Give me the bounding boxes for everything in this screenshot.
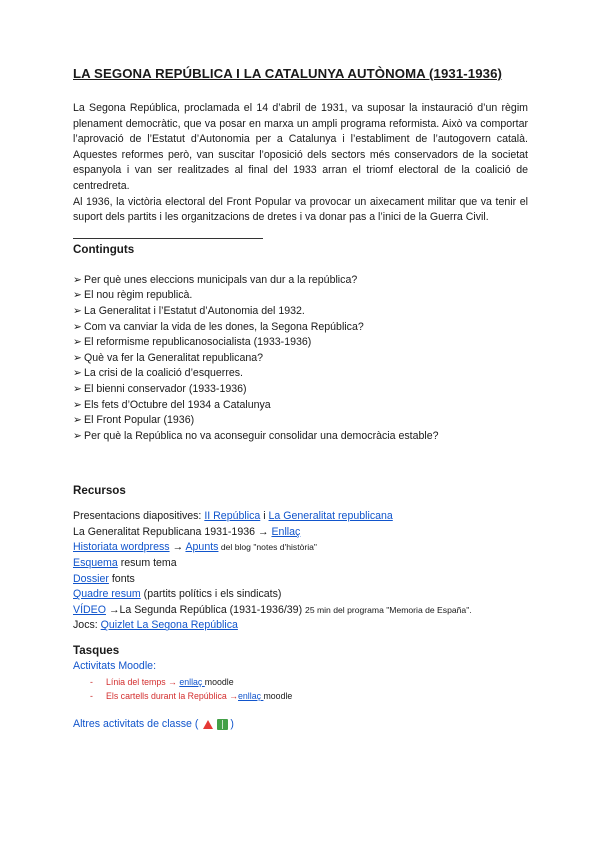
tasks-list bbox=[73, 675, 528, 703]
link-quizlet[interactable]: Quizlet La Segona República bbox=[100, 619, 238, 632]
arrow-bullet-icon: ➢ bbox=[73, 273, 82, 286]
list-item: - Línia del temps → enllaç moodle bbox=[90, 677, 234, 688]
link-dossier[interactable]: Dossier bbox=[73, 572, 109, 585]
link-video[interactable]: VÍDEO bbox=[73, 603, 106, 616]
intro-paragraph-2: Al 1936, la victòria electoral del Front Popular va provocar un aixecament militar que va tenir el suport dels partits i les organitzacions de dretes i va donar pas a l’inici de la Guerra Civil. bbox=[73, 195, 528, 224]
intro-paragraph-1: La Segona República, proclamada el 14 d’abril de 1931, va suposar la instauració d’un règim plenament democràtic, que va posar en marxa un ampli programa reformista. Això va comportar l’aprovació de l’Estatut d’Autonomia per a Catalunya i l’establiment de l’autogovern català. Aquestes reformes però, van suscitar l’oposició dels sectors més conservadors de la societat espanyola i van ser realitzades al final del 1933 arran el triomf electoral de la coalició de centredreta. bbox=[73, 102, 528, 192]
list-item: ➢ El bienni conservador (1933-1936) bbox=[73, 382, 528, 398]
resource-historiata: Historiata wordpress → Apunts del blog "notes d'història" bbox=[73, 541, 317, 554]
resource-dossier: Dossier fonts bbox=[73, 572, 135, 585]
resource-video: VÍDEO →La Segunda República (1931-1936/39) 25 min del programa "Memoria de España". bbox=[73, 603, 472, 616]
intro-text bbox=[73, 101, 528, 226]
dash-bullet: - bbox=[90, 691, 93, 702]
list-item: ➢ El Front Popular (1936) bbox=[73, 413, 528, 429]
other-activities: Altres activitats de classe ( ) bbox=[73, 718, 234, 731]
list-item: ➢ Què va fer la Generalitat republicana? bbox=[73, 351, 528, 367]
arrow-bullet-icon: ➢ bbox=[73, 398, 82, 411]
arrow-bullet-icon: ➢ bbox=[73, 351, 82, 364]
resource-quadre-resum: Quadre resum (partits polítics i els sindicats) bbox=[73, 588, 282, 601]
resources-heading: Recursos bbox=[73, 484, 126, 498]
page-title: LA SEGONA REPÚBLICA I LA CATALUNYA AUTÒNOMA (1931-1936) bbox=[73, 66, 503, 81]
list-item: ➢ Els fets d’Octubre del 1934 a Catalunya bbox=[73, 398, 528, 414]
arrow-bullet-icon: ➢ bbox=[73, 304, 82, 317]
resources-list bbox=[73, 509, 528, 634]
list-item: ➢ Com va canviar la vida de les dones, la Segona República? bbox=[73, 320, 528, 336]
resource-generalitat: La Generalitat Republicana 1931-1936 → Enllaç bbox=[73, 525, 301, 538]
arrow-bullet-icon: ➢ bbox=[73, 429, 82, 442]
list-item: ➢ El reformisme republicanosocialista (1933-1936) bbox=[73, 335, 528, 351]
link-enllac[interactable]: Enllaç bbox=[271, 525, 301, 538]
arrow-bullet-icon: ➢ bbox=[73, 320, 82, 333]
moodle-activities-label: Activitats Moodle: bbox=[73, 660, 157, 673]
link-historiata-wordpress[interactable]: Historiata wordpress bbox=[73, 541, 170, 554]
list-item: ➢ La Generalitat i l’Estatut d’Autonomia del 1932. bbox=[73, 304, 528, 320]
list-item: ➢ La crisi de la coalició d’esquerres. bbox=[73, 366, 528, 382]
document-page bbox=[73, 66, 528, 732]
list-item: - Els cartells durant la República →enllaç moodle bbox=[90, 691, 293, 702]
link-cartells[interactable]: enllaç bbox=[238, 691, 264, 702]
divider bbox=[73, 238, 263, 239]
resource-esquema: Esquema resum tema bbox=[73, 557, 177, 570]
arrow-bullet-icon: ➢ bbox=[73, 336, 82, 349]
link-esquema[interactable]: Esquema bbox=[73, 557, 118, 570]
link-linia-temps[interactable]: enllaç bbox=[179, 677, 205, 688]
arrow-bullet-icon: ➢ bbox=[73, 367, 82, 380]
arrow-bullet-icon: ➢ bbox=[73, 414, 82, 427]
resource-jocs: Jocs: Quizlet La Segona República bbox=[73, 619, 238, 632]
resource-slides: Presentacions diapositives: II República i La Generalitat republicana bbox=[73, 510, 393, 523]
arrow-bullet-icon: ➢ bbox=[73, 382, 82, 395]
list-item: ➢ Per què unes eleccions municipals van dur a la república? bbox=[73, 273, 528, 289]
link-apunts[interactable]: Apunts bbox=[185, 541, 219, 554]
link-ii-republica[interactable]: II República bbox=[204, 510, 261, 523]
contents-heading: Continguts bbox=[73, 242, 135, 256]
list-item: ➢ Per què la República no va aconseguir consolidar una democràcia estable? bbox=[73, 429, 528, 445]
tasks-heading: Tasques bbox=[73, 644, 120, 658]
link-generalitat-republicana[interactable]: La Generalitat republicana bbox=[268, 510, 393, 523]
list-item: ➢ El nou règim republicà. bbox=[73, 288, 528, 304]
arrow-bullet-icon: ➢ bbox=[73, 289, 82, 302]
link-quadre-resum[interactable]: Quadre resum bbox=[73, 588, 141, 601]
red-triangle-icon bbox=[203, 720, 213, 729]
dash-bullet: - bbox=[90, 677, 93, 688]
contents-list bbox=[73, 273, 528, 445]
green-book-icon bbox=[217, 719, 228, 730]
